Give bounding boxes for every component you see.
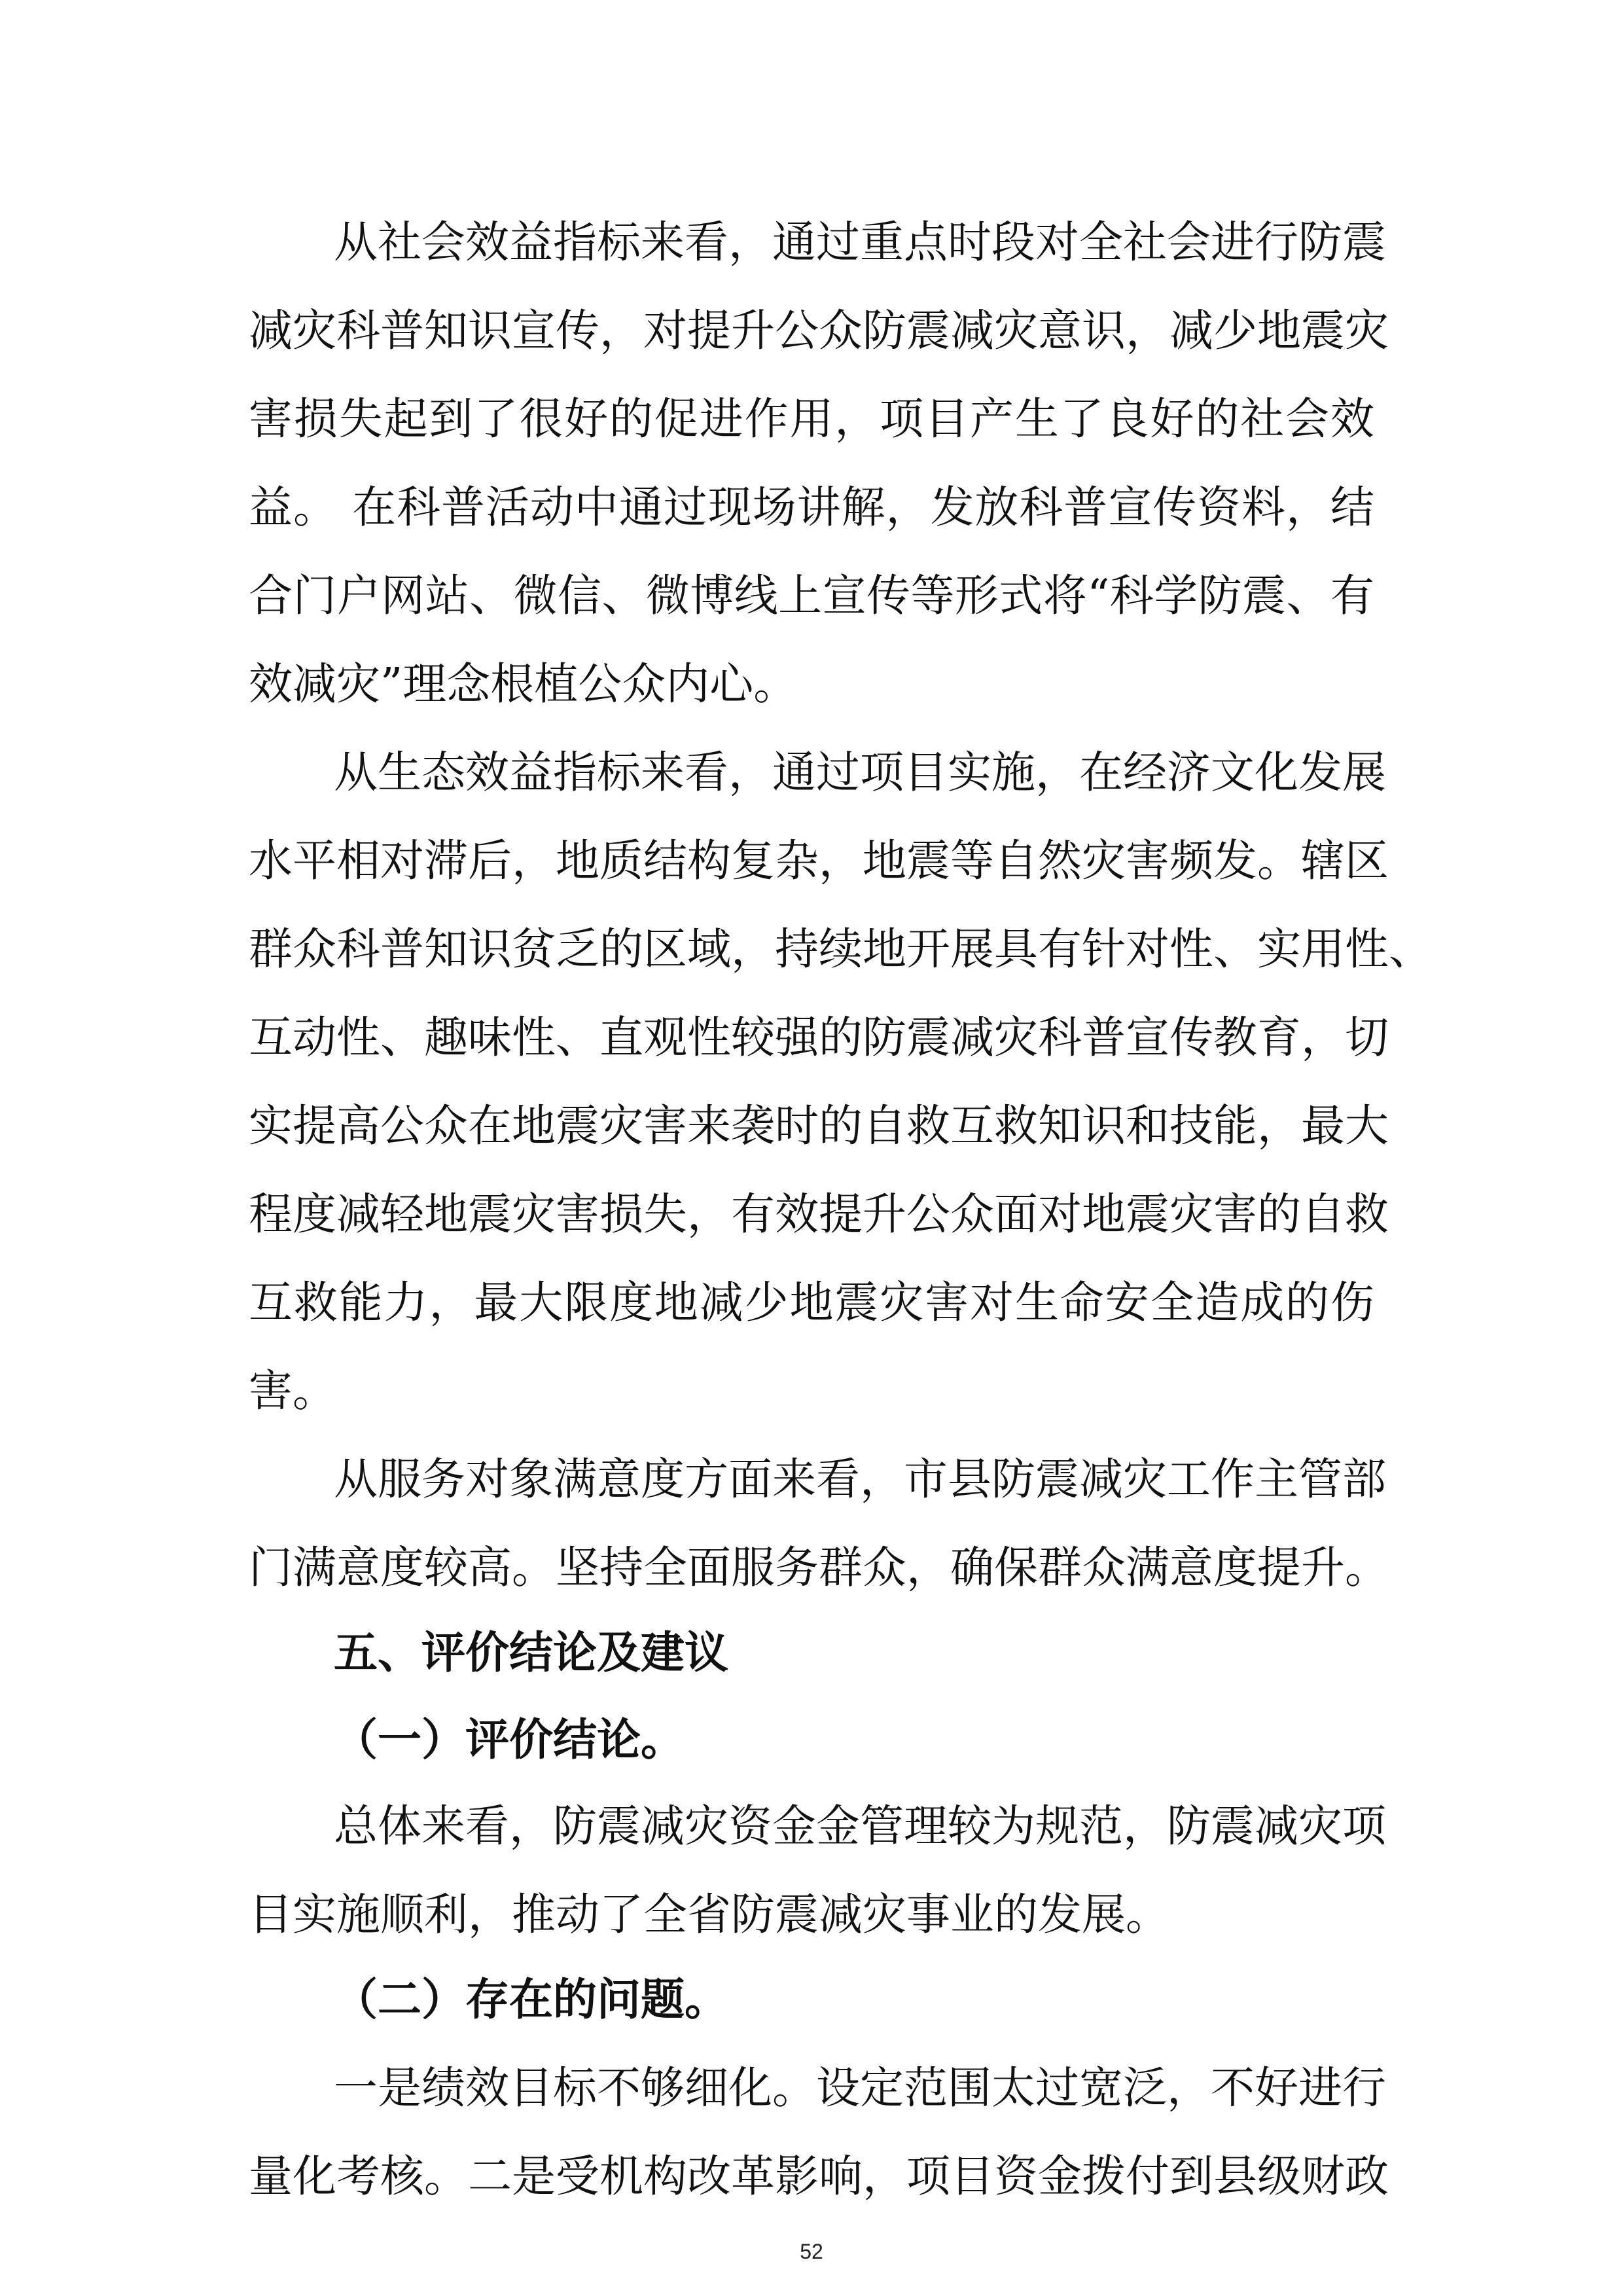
paragraph-ecology-line-1: 从生态效益指标来看，通过项目实施，在经济文化发展 bbox=[334, 747, 1386, 798]
subheading-problems: （二）存在的问题。 bbox=[334, 1973, 728, 2025]
paragraph-ecology-line-7: 互救能力，最大限度地减少地震灾害对生命安全造成的伤 bbox=[249, 1277, 1374, 1328]
subheading-conclusion: （一）评价结论。 bbox=[334, 1713, 685, 1765]
paragraph-ecology-line-4: 互动性、趣味性、直观性较强的防震减灾科普宣传教育，切 bbox=[249, 1012, 1389, 1063]
paragraph-ecology-line-3: 群众科普知识贫乏的区域，持续地开展具有针对性、实用性、 bbox=[249, 924, 1433, 975]
paragraph-social-line-1: 从社会效益指标来看，通过重点时段对全社会进行防震 bbox=[334, 217, 1386, 268]
paragraph-social-line-4: 益。 在科普活动中通过现场讲解，发放科普宣传资料，结 bbox=[249, 482, 1374, 533]
paragraph-ecology-line-6: 程度减轻地震灾害损失，有效提升公众面对地震灾害的自救 bbox=[249, 1189, 1389, 1240]
paragraph-problems-line-1: 一是绩效目标不够细化。设定范围太过宽泛，不好进行 bbox=[334, 2062, 1386, 2113]
paragraph-social-line-6: 效减灾”理念根植公众内心。 bbox=[249, 658, 798, 709]
paragraph-ecology-line-5: 实提高公众在地震灾害来袭时的自救互救知识和技能，最大 bbox=[249, 1100, 1389, 1151]
paragraph-problems-line-2: 量化考核。二是受机构改革影响，项目资金拨付到县级财政 bbox=[249, 2151, 1389, 2202]
paragraph-ecology-line-2: 水平相对滞后，地质结构复杂，地震等自然灾害频发。辖区 bbox=[249, 835, 1389, 886]
paragraph-conclusion-line-1: 总体来看，防震减灾资金金管理较为规范，防震减灾项 bbox=[334, 1801, 1386, 1852]
paragraph-satisfaction-line-2: 门满意度较高。坚持全面服务群众，确保群众满意度提升。 bbox=[249, 1542, 1389, 1593]
page-number: 52 bbox=[800, 2240, 823, 2263]
paragraph-social-line-5: 合门户网站、微信、微博线上宣传等形式将“科学防震、有 bbox=[249, 570, 1374, 621]
paragraph-social-line-2: 减灾科普知识宣传，对提升公众防震减灾意识，减少地震灾 bbox=[249, 305, 1389, 356]
section-heading: 五、评价结论及建议 bbox=[334, 1627, 728, 1678]
paragraph-conclusion-line-2: 目实施顺利，推动了全省防震减灾事业的发展。 bbox=[249, 1889, 1169, 1940]
paragraph-satisfaction-line-1: 从服务对象满意度方面来看，市县防震减灾工作主管部 bbox=[334, 1454, 1386, 1505]
paragraph-ecology-line-8: 害。 bbox=[249, 1365, 336, 1416]
paragraph-social-line-3: 害损失起到了很好的促进作用，项目产生了良好的社会效 bbox=[249, 393, 1374, 444]
